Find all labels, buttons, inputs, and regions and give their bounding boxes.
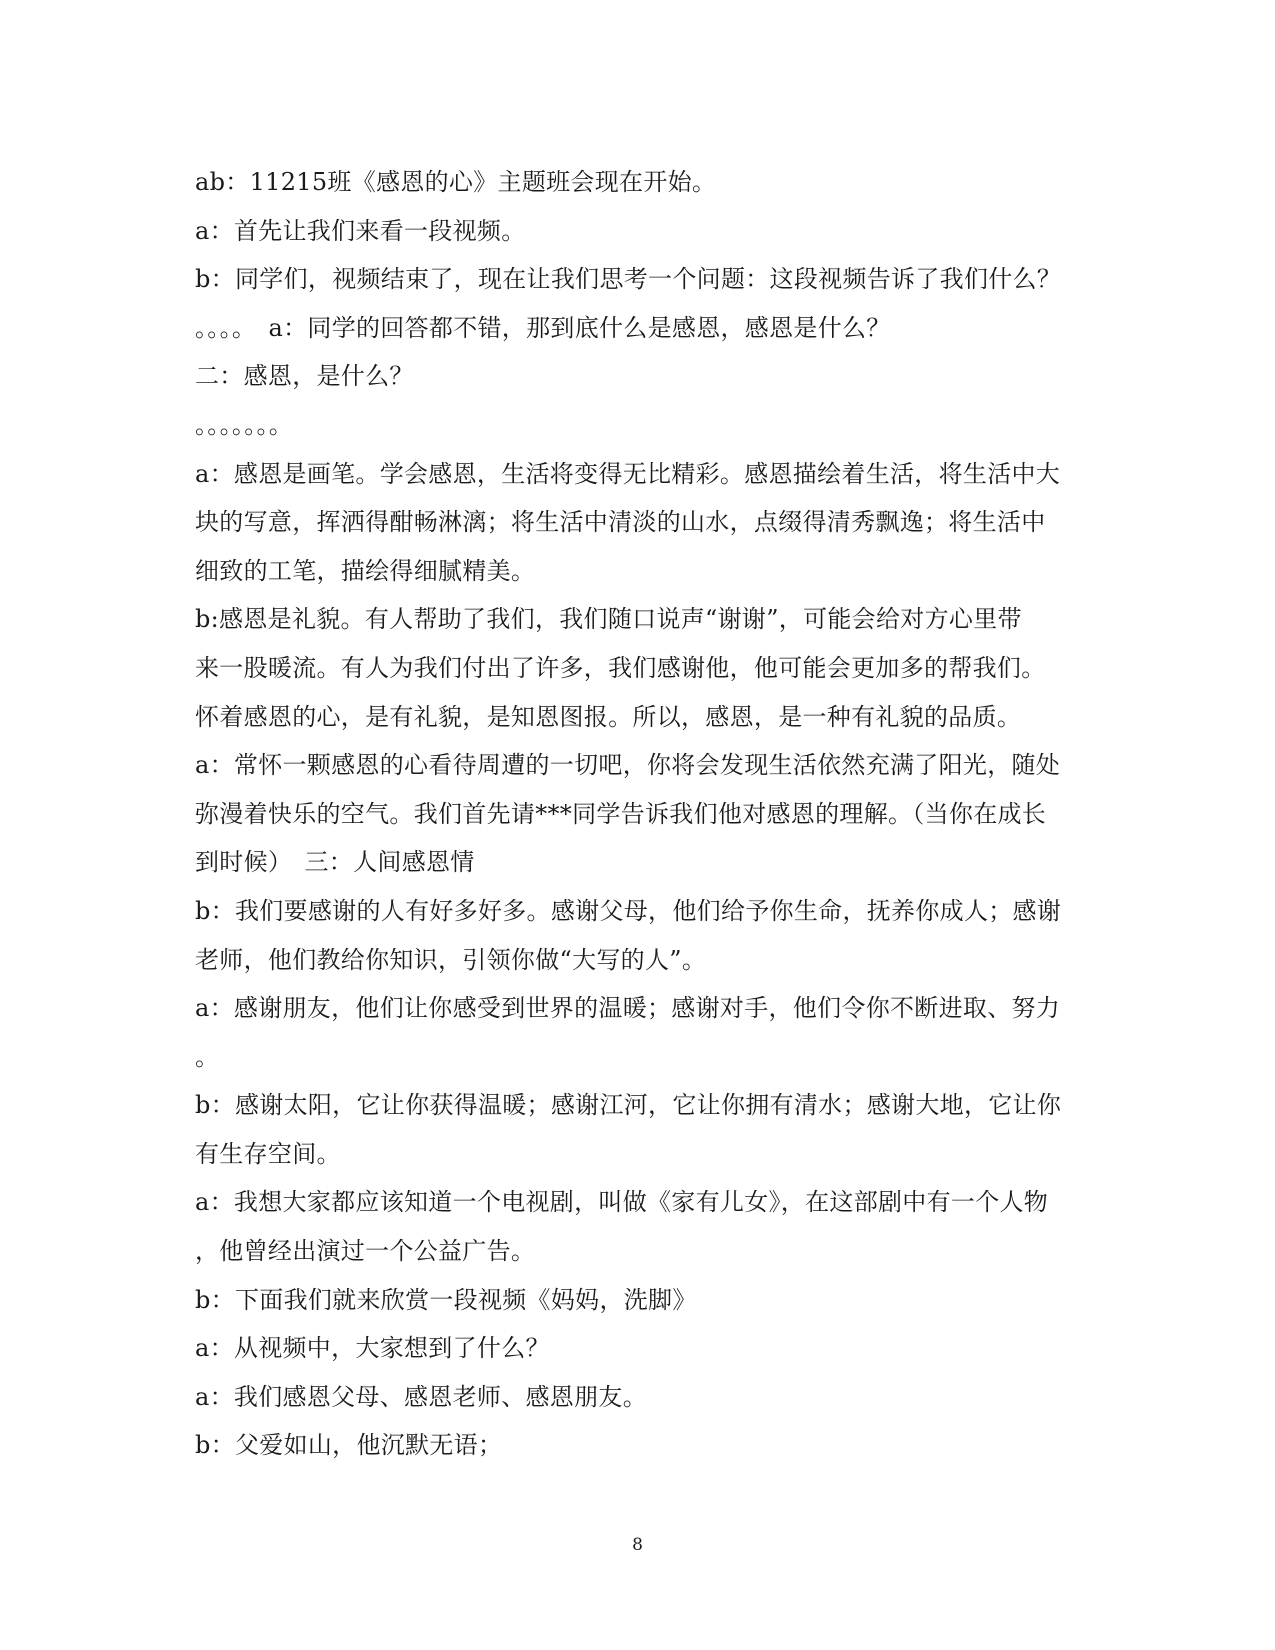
text-line: a：感恩是画笔。学会感恩，生活将变得无比精彩。感恩描绘着生活，将生活中大 [195,459,1061,488]
text-line: b：下面我们就来欣赏一段视频《妈妈，洗脚》 [195,1285,697,1314]
text-line: b：同学们，视频结束了，现在让我们思考一个问题：这段视频告诉了我们什么？ [195,265,1062,294]
text-line: a：我们感恩父母、感恩老师、感恩朋友。 [195,1382,648,1411]
text-line: a：我想大家都应该知道一个电视剧，叫做《家有儿女》，在这部剧中有一个人物 [195,1188,1049,1217]
text-line: ，他曾经出演过一个公益广告。 [195,1237,536,1266]
text-line: 有生存空间。 [195,1139,341,1168]
text-line: 。。。。。。。 [195,410,294,439]
text-line: a：首先让我们来看一段视频。 [195,216,526,245]
text-line: b：我们要感谢的人有好多好多。感谢父母，他们给予你生命，抚养你成人；感谢 [195,896,1062,925]
document-body [195,158,1085,1470]
page-number: 8 [632,1535,643,1555]
text-line: 老师，他们教给你知识，引领你做“大写的人”。 [195,945,707,974]
text-line: a：从视频中，大家想到了什么？ [195,1334,550,1363]
text-line: a：常怀一颗感恩的心看待周遭的一切吧，你将会发现生活依然充满了阳光，随处 [195,751,1061,780]
text-line: b:感恩是礼貌。有人帮助了我们，我们随口说声“谢谢”，可能会给对方心里带 [195,605,1022,634]
text-line: 弥漫着快乐的空气。我们首先请***同学告诉我们他对感恩的理解。（当你在成长 [195,799,1047,828]
text-line: 块的写意，挥洒得酣畅淋漓；将生活中清淡的山水，点缀得清秀飘逸；将生活中 [195,508,1046,537]
text-line: a：感谢朋友，他们让你感受到世界的温暖；感谢对手，他们令你不断进取、努力 [195,994,1061,1023]
text-line: ab：11215班《感恩的心》主题班会现在开始。 [195,168,717,196]
text-line: 到时候） 三：人间感恩情 [195,848,475,877]
text-line: 怀着感恩的心，是有礼貌，是知恩图报。所以，感恩，是一种有礼貌的品质。 [195,702,1022,731]
text-line: 。 [195,1042,220,1071]
text-line: 细致的工笔，描绘得细腻精美。 [195,556,536,585]
text-line: b：父爱如山，他沉默无语； [195,1431,503,1460]
text-line: b：感谢太阳，它让你获得温暖；感谢江河，它让你拥有清水；感谢大地，它让你 [195,1091,1062,1120]
text-line: 来一股暖流。有人为我们付出了许多，我们感谢他，他可能会更加多的帮我们。 [195,653,1046,682]
section-heading: 二：感恩，是什么？ [195,362,414,391]
text-line: 。。。。 a：同学的回答都不错，那到底什么是感恩，感恩是什么？ [195,313,891,342]
